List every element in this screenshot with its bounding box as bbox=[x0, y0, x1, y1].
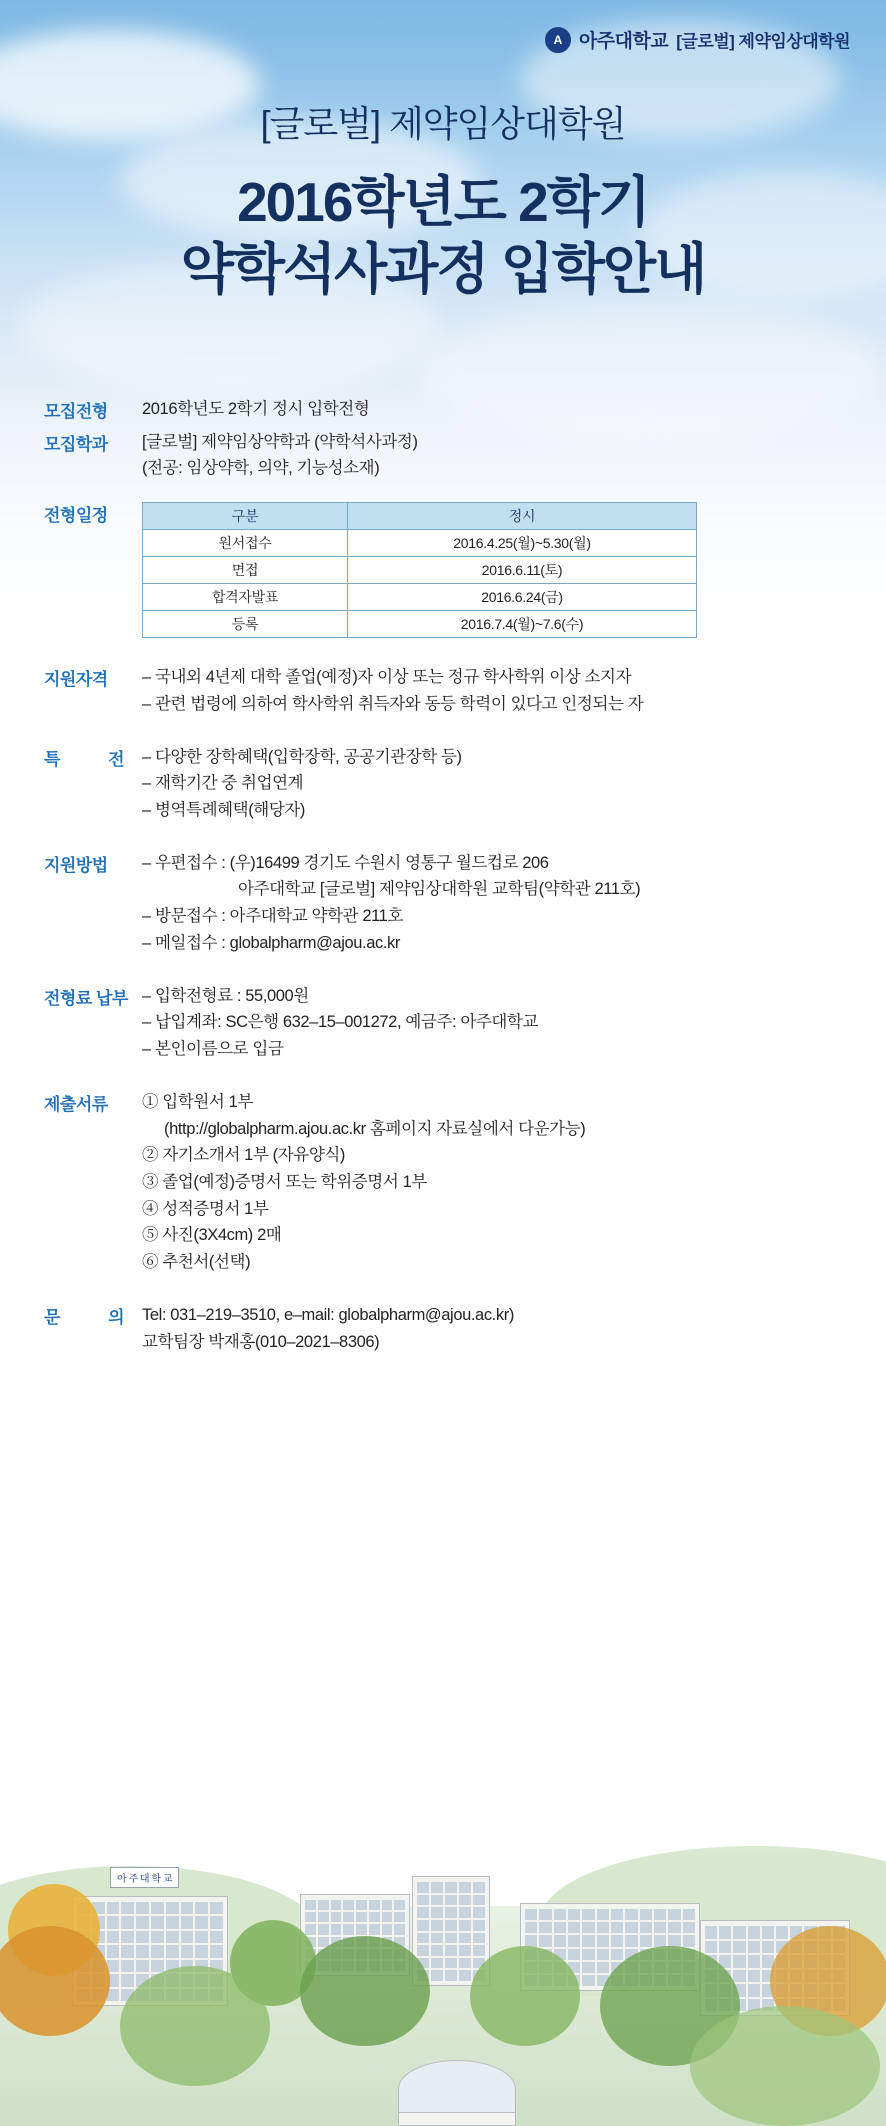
label-recruit-type: 모집전형 bbox=[44, 402, 108, 421]
table-cell-date: 2016.4.25(월)~5.30(월) bbox=[348, 530, 697, 557]
section-department bbox=[44, 429, 844, 482]
eligibility-item: – 관련 법령에 의하여 학사학위 취득자와 동등 학력이 있다고 인정되는 자 bbox=[142, 694, 644, 713]
document-item: ⑤ 사진(3X4cm) 2매 bbox=[142, 1226, 282, 1245]
campus-sign: 아 주 대 학 교 bbox=[110, 1867, 179, 1888]
dome-base bbox=[398, 2112, 516, 2126]
university-name: 아주대학교 bbox=[578, 31, 669, 52]
dome-building bbox=[398, 2060, 516, 2118]
table-cell-date: 2016.7.4(월)~7.6(수) bbox=[348, 611, 697, 638]
apply-email-line: – 메일접수 : globalpharm@ajou.ac.kr bbox=[142, 933, 400, 952]
value-recruit-type: 2016학년도 2학기 정시 입학전형 bbox=[142, 400, 370, 418]
apply-mail-line: – 우편접수 : (우)16499 경기도 수원시 영통구 월드컵로 206 bbox=[142, 853, 549, 872]
table-row bbox=[143, 611, 697, 638]
section-documents bbox=[44, 1089, 844, 1276]
benefit-item: – 재학기간 중 취업연계 bbox=[142, 774, 304, 793]
graduate-school-name: [글로벌] 제약임상대학원 bbox=[676, 32, 850, 51]
label-benefits-char-2: 전 bbox=[108, 749, 124, 769]
department-line-2: (전공: 임상약학, 의약, 기능성소재) bbox=[142, 459, 380, 478]
illustration-fade bbox=[0, 1766, 886, 1856]
table-cell-date: 2016.6.24(금) bbox=[348, 584, 697, 611]
fee-item: – 입학전형료 : 55,000원 bbox=[142, 986, 309, 1005]
benefit-item: – 다양한 장학혜택(입학장학, 공공기관장학 등) bbox=[142, 747, 462, 766]
table-header-row bbox=[143, 503, 697, 530]
table-cell-date: 2016.6.11(토) bbox=[348, 557, 697, 584]
section-fee bbox=[44, 983, 844, 1063]
label-documents: 제출서류 bbox=[44, 1094, 108, 1114]
value-documents bbox=[142, 1089, 844, 1276]
document-item-note: (http://globalpharm.ajou.ac.kr 홈페이지 자료실에서 다운가능) bbox=[164, 1119, 586, 1138]
value-benefits bbox=[142, 744, 844, 824]
table-cell-category: 면접 bbox=[143, 557, 348, 584]
benefit-item: – 병역특례혜택(해당자) bbox=[142, 801, 306, 820]
table-cell-category: 합격자발표 bbox=[143, 584, 348, 611]
ajou-emblem-icon: A bbox=[545, 27, 571, 53]
section-recruit-type bbox=[44, 396, 844, 423]
campus-illustration bbox=[0, 1766, 886, 2126]
eligibility-item: – 국내외 4년제 대학 졸업(예정)자 이상 또는 정규 학사학위 이상 소지자 bbox=[142, 668, 632, 687]
document-item: ⑥ 추천서(선택) bbox=[142, 1253, 251, 1272]
contact-manager: 교학팀장 박재홍(010–2021–8306) bbox=[142, 1332, 380, 1351]
value-fee bbox=[142, 983, 844, 1063]
label-benefits-char-1: 특 bbox=[44, 749, 60, 769]
table-cell-category: 등록 bbox=[143, 611, 348, 638]
title-line-2: 약학석사과정 입학안내 bbox=[180, 238, 706, 301]
table-cell-category: 원서접수 bbox=[143, 530, 348, 557]
tree bbox=[120, 1966, 270, 2086]
fee-item: – 납입계좌: SC은행 632–15–001272, 예금주: 아주대학교 bbox=[142, 1013, 539, 1032]
section-contact bbox=[44, 1302, 844, 1355]
tree bbox=[300, 1936, 430, 2046]
label-eligibility: 지원자격 bbox=[44, 670, 108, 690]
value-department bbox=[142, 429, 844, 482]
section-benefits bbox=[44, 744, 844, 824]
value-eligibility bbox=[142, 664, 844, 717]
section-eligibility bbox=[44, 664, 844, 717]
window-grid bbox=[417, 1882, 485, 1981]
contact-tel-email: Tel: 031–219–3510, e–mail: globalpharm@ajou.ac.kr) bbox=[142, 1305, 514, 1324]
label-benefits bbox=[44, 744, 142, 770]
table-row bbox=[143, 530, 697, 557]
label-department: 모집학과 bbox=[44, 434, 108, 454]
value-how-to-apply bbox=[142, 850, 844, 957]
document-item: ① 입학원서 1부 bbox=[142, 1092, 253, 1111]
department-line-1: [글로벌] 제약임상약학과 (약학석사과정) bbox=[142, 432, 418, 451]
schedule-table bbox=[142, 502, 697, 638]
header-logo-bar bbox=[545, 26, 850, 53]
document-item: ④ 성적증명서 1부 bbox=[142, 1199, 269, 1218]
title-block bbox=[0, 96, 886, 303]
value-contact bbox=[142, 1302, 844, 1355]
label-contact-char-2: 의 bbox=[108, 1307, 124, 1327]
apply-visit-line: – 방문접수 : 아주대학교 약학관 211호 bbox=[142, 907, 403, 926]
document-item: ③ 졸업(예정)증명서 또는 학위증명서 1부 bbox=[142, 1172, 427, 1191]
schedule-table-wrap bbox=[142, 500, 844, 638]
label-fee: 전형료 납부 bbox=[44, 988, 128, 1008]
section-how-to-apply bbox=[44, 850, 844, 957]
section-schedule bbox=[44, 500, 844, 638]
content-body bbox=[44, 396, 844, 1361]
label-contact bbox=[44, 1302, 142, 1328]
label-schedule: 전형일정 bbox=[44, 506, 108, 526]
title-line-1: 2016학년도 2학기 bbox=[237, 171, 649, 233]
table-header-cell: 구분 bbox=[143, 503, 348, 530]
tree bbox=[690, 2006, 880, 2126]
apply-mail-line-continued: 아주대학교 [글로벌] 제약임상대학원 교학팀(약학관 211호) bbox=[238, 880, 641, 899]
table-row bbox=[143, 584, 697, 611]
table-row bbox=[143, 557, 697, 584]
table-header-cell: 정시 bbox=[348, 503, 697, 530]
label-how-to-apply: 지원방법 bbox=[44, 855, 108, 875]
tree bbox=[470, 1946, 580, 2046]
fee-item: – 본인이름으로 입금 bbox=[142, 1040, 284, 1059]
document-item: ② 자기소개서 1부 (자유양식) bbox=[142, 1146, 346, 1165]
label-contact-char-1: 문 bbox=[44, 1307, 60, 1327]
title-kicker: [글로벌] 제약임상대학원 bbox=[260, 103, 626, 144]
